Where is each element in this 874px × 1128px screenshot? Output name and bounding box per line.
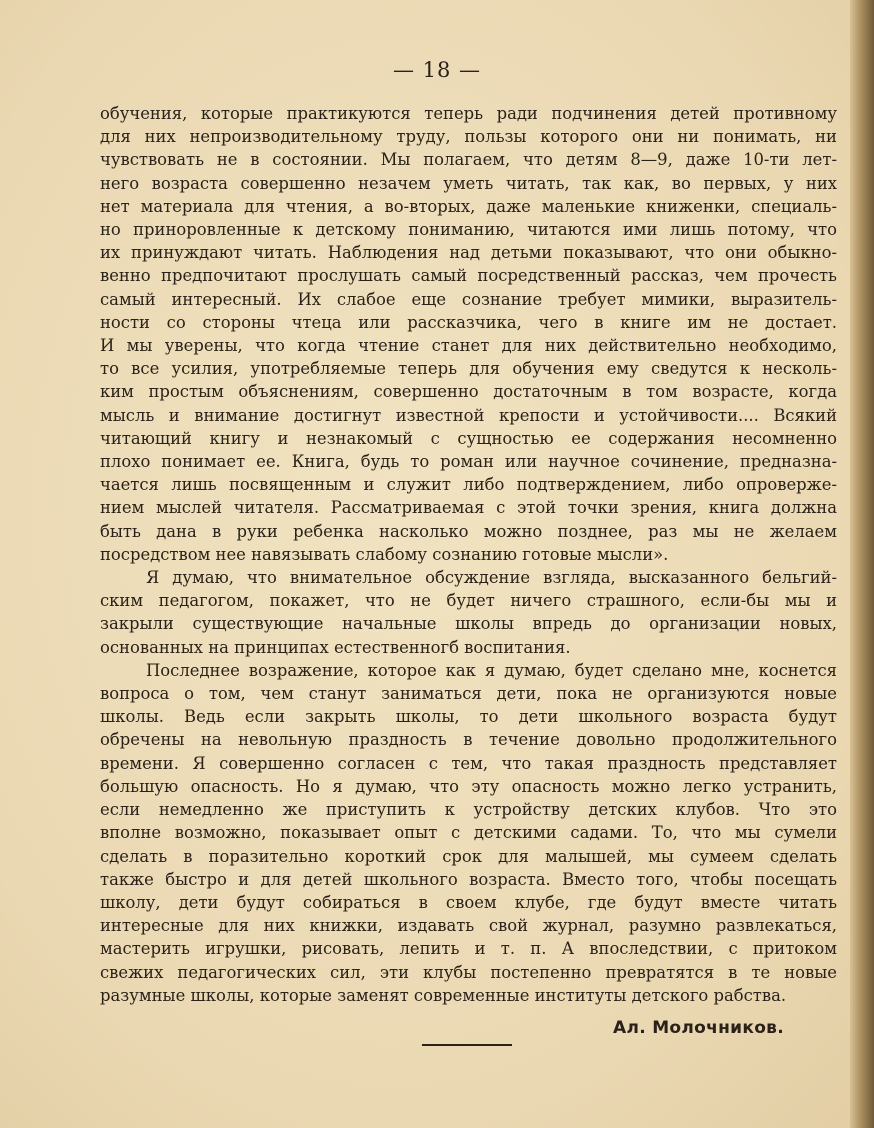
text-line: интересные для них книжки, издавать свой журнал, разумно развлекаться, — [100, 916, 837, 936]
text-line: разумные школы, которые заменят современные институты детского рабства. — [100, 985, 787, 1005]
text-line: плохо понимает ее. Книга, будь то роман или научное сочинение, предназна- — [100, 452, 837, 472]
text-line: ским педагогом, покажет, что не будет ничего страшного, если-бы мы и — [100, 591, 837, 611]
text-line: для них непроизводительному труду, пользы которого они ни понимать, ни — [100, 127, 837, 147]
text-line: закрыли существующие начальные школы впредь до организации новых, — [100, 614, 837, 634]
text-line: то все усилия, употребляемые теперь для обучения ему сведутся к несколь- — [100, 359, 837, 379]
text-line: венно предпочитают прослушать самый посредственный рассказ, чем прочесть — [100, 266, 837, 286]
text-line: самый интересный. Их слабое еще сознание требует мимики, выразитель- — [100, 289, 837, 309]
text-line: но приноровленные к детскому пониманию, читаются ими лишь потому, что — [100, 220, 837, 240]
text-line: чувствовать не в состоянии. Мы полагаем, что детям 8—9, даже 10-ти лет- — [100, 150, 837, 170]
text-line: вопроса о том, чем станут заниматься дети, пока не организуются новые — [100, 684, 837, 704]
text-line: если немедленно же приступить к устройству детских клубов. Что это — [100, 800, 837, 820]
page-binding-edge — [850, 0, 874, 1128]
text-line: мастерить игрушки, рисовать, лепить и т. п. А впоследствии, с притоком — [100, 939, 837, 959]
text-line: быть дана в руки ребенка насколько можно позднее, раз мы не желаем — [100, 521, 837, 541]
text-line: нет материала для чтения, а во-вторых, даже маленькие книженки, специаль- — [100, 196, 837, 216]
text-line: И мы уверены, что когда чтение станет для них действительно необходимо, — [100, 336, 837, 356]
paragraph — [100, 102, 837, 566]
text-line: ности со стороны чтеца или рассказчика, чего в книге им не достает. — [100, 312, 837, 332]
text-line: Последнее возражение, которое как я думаю, будет сделано мне, коснется — [146, 660, 837, 680]
text-line: ким простым объяснениям, совершенно достаточным в том возрасте, когда — [100, 382, 837, 402]
text-line: времени. Я совершенно согласен с тем, что такая праздность представляет — [100, 753, 837, 773]
text-line: Я думаю, что внимательное обсуждение взгляда, высказанного бельгий- — [146, 568, 837, 588]
text-line: обучения, которые практикуются теперь ради подчинения детей противному — [100, 104, 837, 123]
text-line: сделать в поразительно короткий срок для малышей, мы сумеем сделать — [100, 846, 837, 866]
body-text — [100, 102, 837, 1007]
closing-rule — [422, 1044, 512, 1046]
paragraph — [100, 566, 837, 659]
text-line: основанных на принципах естественногб воспитания. — [100, 637, 571, 657]
page-number: — 18 — — [392, 58, 482, 82]
text-line: свежих педагогических сил, эти клубы постепенно превратятся в те новые — [100, 962, 837, 982]
text-line: нием мыслей читателя. Рассматриваемая с этой точки зрения, книга должна — [100, 498, 837, 518]
text-line: посредством нее навязывать слабому сознанию готовые мысли». — [100, 544, 669, 564]
author-signature: Ал. Молочников. — [613, 1018, 784, 1038]
text-line: чается лишь посвященным и служит либо подтверждением, либо опроверже- — [100, 475, 837, 495]
text-line: читающий книгу и незнакомый с сущностью ее содержания несомненно — [100, 428, 837, 448]
text-line: их принуждают читать. Наблюдения над детьми показывают, что они обыкно- — [100, 243, 837, 263]
text-line: мысль и внимание достигнут известной крепости и устойчивости.... Всякий — [100, 405, 837, 425]
text-line: также быстро и для детей школьного возраста. Вместо того, чтобы посещать — [100, 869, 837, 889]
text-line: школу, дети будут собираться в своем клубе, где будут вместе читать — [100, 892, 837, 912]
text-line: обречены на невольную праздность в течение довольно продолжительного — [100, 730, 837, 750]
paragraph — [100, 659, 837, 1007]
text-line: вполне возможно, показывает опыт с детскими садами. То, что мы сумели — [100, 823, 837, 843]
text-line: него возраста совершенно незачем уметь читать, так как, во первых, у них — [100, 173, 837, 193]
text-line: школы. Ведь если закрыть школы, то дети школьного возраста будут — [100, 707, 837, 727]
text-line: большую опасность. Но я думаю, что эту опасность можно легко устранить, — [100, 776, 837, 796]
